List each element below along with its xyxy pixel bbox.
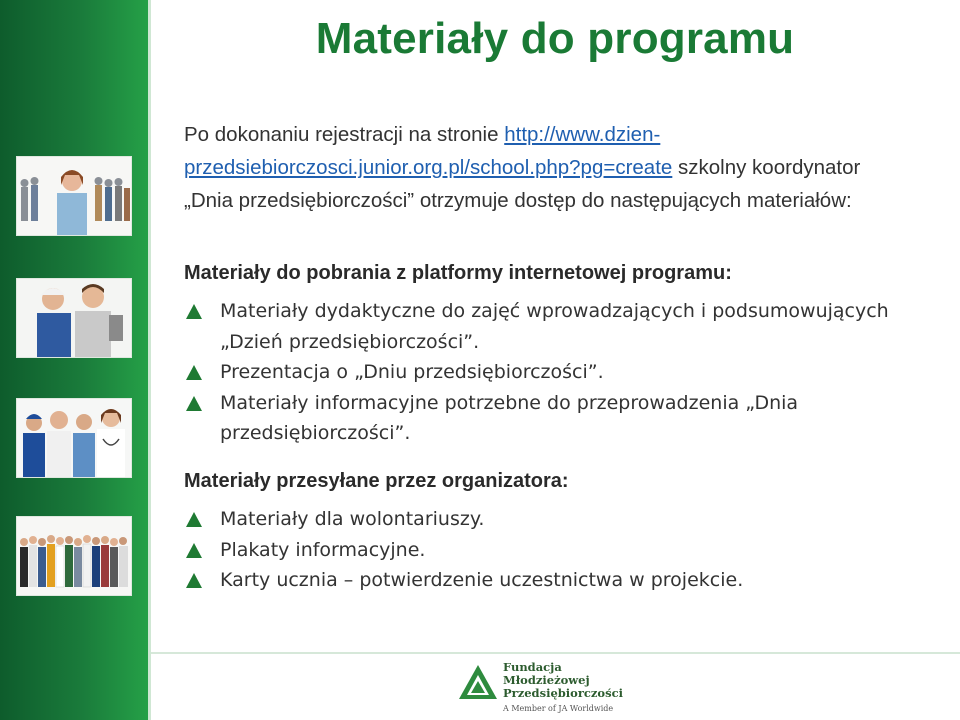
triangle-bullet-icon: [186, 396, 202, 411]
list-item-text: Materiały informacyjne potrzebne do przeprowadzenia „Dnia przedsiębiorczości”.: [220, 391, 799, 444]
list-item-text: Plakaty informacyjne.: [220, 538, 426, 561]
foundation-logo-icon: [458, 664, 498, 700]
list-item-text: Materiały dydaktyczne do zajęć wprowadzających i podsumowujących „Dzień przedsiębiorczości”.: [220, 300, 889, 353]
list-item: [184, 296, 904, 357]
list-item-text: Materiały dla wolontariuszy.: [220, 508, 485, 530]
sidebar-divider: [148, 0, 151, 720]
list-item: [184, 504, 904, 535]
photo-workers-group: [16, 156, 132, 236]
intro-paragraph: [184, 118, 884, 217]
list-item: [184, 565, 904, 596]
foundation-tagline: A Member of JA Worldwide: [503, 704, 614, 713]
photo-engineer-student: [16, 278, 132, 358]
intro-text-before: Po dokonaniu rejestracji na stronie: [184, 123, 505, 146]
photo-professionals: [16, 398, 132, 478]
logo-line: Młodzieżowej: [503, 673, 590, 687]
section-download-heading: Materiały do pobrania z platformy internetowej programu:: [184, 262, 732, 284]
section-organizer-heading: Materiały przesyłane przez organizatora:: [184, 470, 569, 492]
triangle-bullet-icon: [186, 573, 202, 588]
intro-text-after: szkolny koordynator „Dnia przedsiębiorczości” otrzymuje dostęp do następujących materiałów:: [184, 156, 861, 212]
triangle-bullet-icon: [186, 512, 202, 527]
list-item: [184, 535, 904, 566]
footer: [151, 654, 960, 720]
triangle-bullet-icon: [186, 304, 202, 319]
download-materials-list: [184, 296, 904, 449]
list-item-text: Karty ucznia – potwierdzenie uczestnictwa w projekcie.: [220, 569, 744, 591]
triangle-bullet-icon: [186, 543, 202, 558]
foundation-name: [503, 661, 623, 700]
registration-link[interactable]: http://www.dzien-przedsiebiorczosci.junior.org.pl/school.php?pg=create: [184, 123, 673, 179]
organizer-materials-list: [184, 504, 904, 596]
list-item: [184, 388, 904, 449]
sidebar-panel: [0, 0, 148, 720]
list-item: [184, 357, 904, 388]
logo-line: Przedsiębiorczości: [503, 686, 623, 700]
list-item-text: Prezentacja o „Dniu przedsiębiorczości”.: [220, 361, 604, 383]
page-title: Materiały do programu: [315, 14, 795, 63]
photo-career-lineup: [16, 516, 132, 596]
logo-line: Fundacja: [503, 660, 562, 674]
triangle-bullet-icon: [186, 365, 202, 380]
